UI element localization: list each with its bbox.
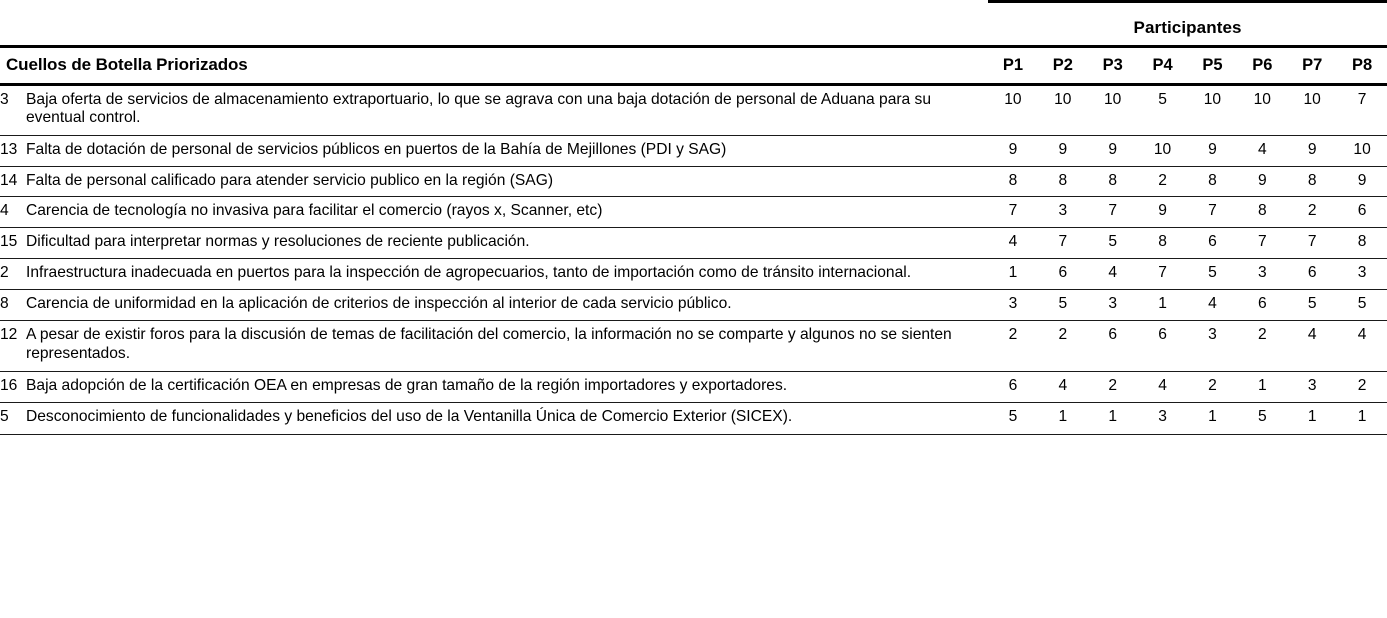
bottleneck-id-cell: 12 <box>0 321 26 371</box>
score-cell-p8: 5 <box>1337 290 1387 321</box>
score-cell-p7: 4 <box>1287 321 1337 371</box>
bottleneck-description-text: Infraestructura inadecuada en puertos para la inspección de agropecuarios, tanto de importación como de tránsito internacional. <box>26 263 912 281</box>
score-cell-p1: 10 <box>988 84 1038 135</box>
score-cell-p4: 4 <box>1138 371 1188 403</box>
group-header-spacer-num <box>0 2 26 47</box>
score-cell-p1: 7 <box>988 197 1038 228</box>
column-header-p4: P4 <box>1138 46 1188 84</box>
score-cell-p3: 4 <box>1088 258 1138 290</box>
score-cell-p5: 4 <box>1188 290 1238 321</box>
score-cell-p8: 9 <box>1337 166 1387 197</box>
table-row <box>0 258 1387 290</box>
bottleneck-id-cell: 15 <box>0 228 26 259</box>
bottleneck-description-text: Carencia de tecnología no invasiva para facilitar el comercio (rayos x, Scanner, etc) <box>26 202 603 220</box>
score-cell-p7: 10 <box>1287 84 1337 135</box>
score-cell-p1: 9 <box>988 135 1038 166</box>
score-cell-p3: 2 <box>1088 371 1138 403</box>
bottlenecks-title-header: Cuellos de Botella Priorizados <box>0 46 988 84</box>
score-cell-p7: 3 <box>1287 371 1337 403</box>
score-cell-p2: 5 <box>1038 290 1088 321</box>
bottleneck-description-cell <box>26 228 988 259</box>
bottleneck-description-text: Baja adopción de la certificación OEA en empresas de gran tamaño de la región importadores y exportadores. <box>26 376 788 394</box>
score-cell-p7: 1 <box>1287 403 1337 435</box>
score-cell-p8: 2 <box>1337 371 1387 403</box>
score-cell-p8: 10 <box>1337 135 1387 166</box>
score-cell-p4: 5 <box>1138 84 1188 135</box>
bottleneck-id-cell: 13 <box>0 135 26 166</box>
score-cell-p3: 5 <box>1088 228 1138 259</box>
score-cell-p6: 5 <box>1237 403 1287 435</box>
column-header-p5: P5 <box>1188 46 1238 84</box>
score-cell-p7: 9 <box>1287 135 1337 166</box>
bottleneck-id-cell: 14 <box>0 166 26 197</box>
bottleneck-description-cell <box>26 321 988 371</box>
column-header-p2: P2 <box>1038 46 1088 84</box>
score-cell-p1: 8 <box>988 166 1038 197</box>
score-cell-p3: 1 <box>1088 403 1138 435</box>
score-cell-p1: 5 <box>988 403 1038 435</box>
bottleneck-description-text: A pesar de existir foros para la discusión de temas de facilitación del comercio, la información no se comparte y algunos no se sienten representados. <box>26 326 952 362</box>
score-cell-p6: 3 <box>1237 258 1287 290</box>
bottleneck-id-cell: 4 <box>0 197 26 228</box>
score-cell-p4: 10 <box>1138 135 1188 166</box>
score-cell-p5: 7 <box>1188 197 1238 228</box>
score-cell-p3: 6 <box>1088 321 1138 371</box>
bottleneck-id-cell: 8 <box>0 290 26 321</box>
score-cell-p5: 3 <box>1188 321 1238 371</box>
bottleneck-description-cell <box>26 290 988 321</box>
table-row <box>0 321 1387 371</box>
score-cell-p4: 7 <box>1138 258 1188 290</box>
bottleneck-description-cell <box>26 258 988 290</box>
score-cell-p3: 9 <box>1088 135 1138 166</box>
table-head <box>0 2 1387 85</box>
score-cell-p7: 8 <box>1287 166 1337 197</box>
score-cell-p6: 8 <box>1237 197 1287 228</box>
score-cell-p1: 6 <box>988 371 1038 403</box>
bottleneck-description-cell <box>26 197 988 228</box>
column-header-p7: P7 <box>1287 46 1337 84</box>
score-cell-p4: 6 <box>1138 321 1188 371</box>
bottleneck-description-text: Falta de dotación de personal de servicios públicos en puertos de la Bahía de Mejillones (PDI y SAG) <box>26 140 727 158</box>
score-cell-p3: 8 <box>1088 166 1138 197</box>
score-cell-p7: 5 <box>1287 290 1337 321</box>
score-cell-p2: 10 <box>1038 84 1088 135</box>
table-row <box>0 290 1387 321</box>
bottleneck-description-cell <box>26 371 988 403</box>
score-cell-p2: 1 <box>1038 403 1088 435</box>
score-cell-p1: 1 <box>988 258 1038 290</box>
score-cell-p8: 7 <box>1337 84 1387 135</box>
bottleneck-description-text: Falta de personal calificado para atender servicio publico en la región (SAG) <box>26 171 554 189</box>
score-cell-p5: 10 <box>1188 84 1238 135</box>
score-cell-p2: 8 <box>1038 166 1088 197</box>
score-cell-p8: 3 <box>1337 258 1387 290</box>
score-cell-p8: 8 <box>1337 228 1387 259</box>
bottleneck-description-cell <box>26 84 988 135</box>
bottleneck-description-text: Baja oferta de servicios de almacenamiento extraportuario, lo que se agrava con una baja dotación de personal de Aduana para su eventual control. <box>26 90 932 127</box>
group-header-spacer-desc <box>26 2 988 47</box>
score-cell-p6: 7 <box>1237 228 1287 259</box>
score-cell-p6: 4 <box>1237 135 1287 166</box>
score-cell-p8: 4 <box>1337 321 1387 371</box>
table-row <box>0 84 1387 135</box>
bottleneck-description-text: Dificultad para interpretar normas y resoluciones de reciente publicación. <box>26 233 530 251</box>
column-header-p3: P3 <box>1088 46 1138 84</box>
participants-group-header: Participantes <box>988 2 1387 47</box>
bottleneck-description-cell <box>26 135 988 166</box>
column-header-p8: P8 <box>1337 46 1387 84</box>
bottleneck-id-cell: 2 <box>0 258 26 290</box>
score-cell-p3: 7 <box>1088 197 1138 228</box>
score-cell-p6: 1 <box>1237 371 1287 403</box>
score-cell-p4: 1 <box>1138 290 1188 321</box>
score-cell-p1: 3 <box>988 290 1038 321</box>
score-cell-p7: 2 <box>1287 197 1337 228</box>
bottleneck-id-cell: 5 <box>0 403 26 435</box>
bottleneck-description-cell <box>26 166 988 197</box>
column-header-p1: P1 <box>988 46 1038 84</box>
bottleneck-description-text: Desconocimiento de funcionalidades y beneficios del uso de la Ventanilla Única de Comercio Exterior (SICEX). <box>26 408 793 426</box>
bottleneck-description-cell <box>26 403 988 435</box>
score-cell-p5: 2 <box>1188 371 1238 403</box>
score-cell-p5: 8 <box>1188 166 1238 197</box>
score-cell-p4: 8 <box>1138 228 1188 259</box>
bottleneck-description-text: Carencia de uniformidad en la aplicación de criterios de inspección al interior de cada servicio público. <box>26 295 732 313</box>
score-cell-p7: 6 <box>1287 258 1337 290</box>
bottleneck-id-cell: 16 <box>0 371 26 403</box>
score-cell-p2: 2 <box>1038 321 1088 371</box>
bottleneck-id-cell: 3 <box>0 84 26 135</box>
table-row <box>0 135 1387 166</box>
score-cell-p3: 3 <box>1088 290 1138 321</box>
score-cell-p7: 7 <box>1287 228 1337 259</box>
score-cell-p8: 6 <box>1337 197 1387 228</box>
score-cell-p5: 5 <box>1188 258 1238 290</box>
table-row <box>0 228 1387 259</box>
score-cell-p5: 1 <box>1188 403 1238 435</box>
table-row <box>0 371 1387 403</box>
group-header-row <box>0 2 1387 47</box>
score-cell-p6: 6 <box>1237 290 1287 321</box>
table-body <box>0 84 1387 434</box>
score-cell-p6: 2 <box>1237 321 1287 371</box>
score-cell-p2: 3 <box>1038 197 1088 228</box>
table-row <box>0 403 1387 435</box>
score-cell-p2: 7 <box>1038 228 1088 259</box>
score-cell-p1: 2 <box>988 321 1038 371</box>
score-cell-p2: 9 <box>1038 135 1088 166</box>
score-cell-p5: 6 <box>1188 228 1238 259</box>
score-cell-p6: 9 <box>1237 166 1287 197</box>
column-header-p6: P6 <box>1237 46 1287 84</box>
score-cell-p2: 4 <box>1038 371 1088 403</box>
score-cell-p3: 10 <box>1088 84 1138 135</box>
score-cell-p6: 10 <box>1237 84 1287 135</box>
score-cell-p2: 6 <box>1038 258 1088 290</box>
score-cell-p5: 9 <box>1188 135 1238 166</box>
table-row <box>0 197 1387 228</box>
score-cell-p1: 4 <box>988 228 1038 259</box>
table-row <box>0 166 1387 197</box>
score-cell-p8: 1 <box>1337 403 1387 435</box>
score-cell-p4: 2 <box>1138 166 1188 197</box>
score-cell-p4: 3 <box>1138 403 1188 435</box>
score-cell-p4: 9 <box>1138 197 1188 228</box>
column-header-row <box>0 46 1387 84</box>
